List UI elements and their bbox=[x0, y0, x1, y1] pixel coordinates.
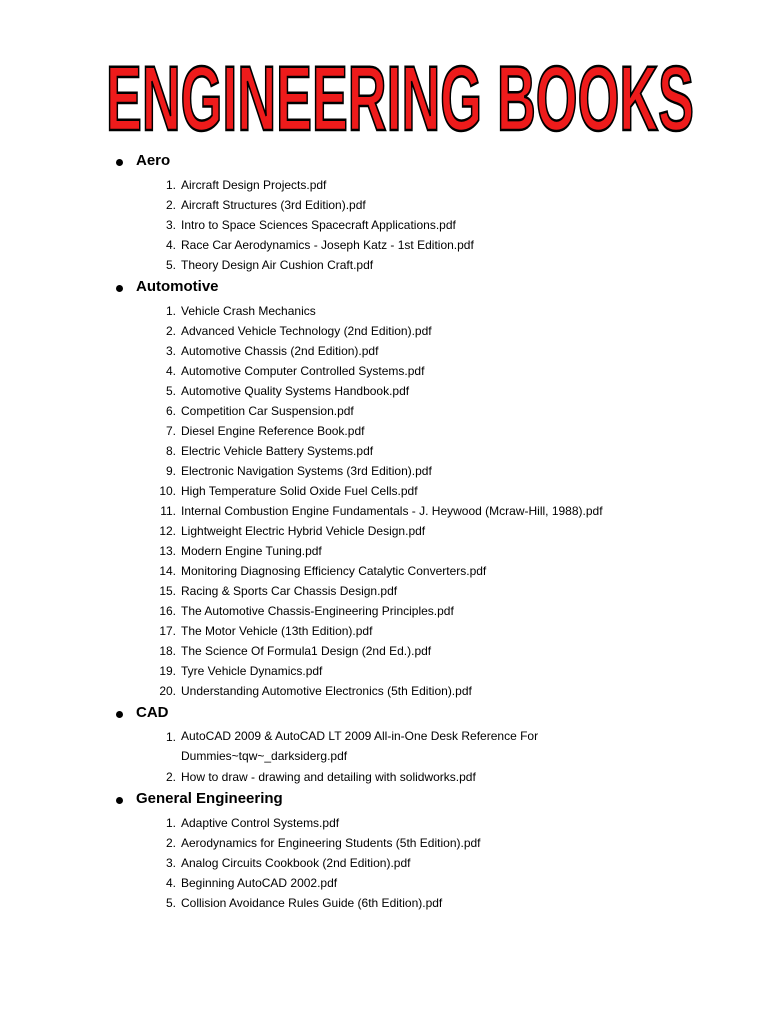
list-item bbox=[0, 214, 768, 234]
list-item bbox=[0, 892, 768, 912]
book-title: Automotive Computer Controlled Systems.pdf bbox=[181, 364, 425, 378]
book-title: Advanced Vehicle Technology (2nd Edition).pdf bbox=[181, 324, 432, 338]
book-title: Analog Circuits Cookbook (2nd Edition).pdf bbox=[181, 856, 411, 870]
list-item bbox=[0, 420, 768, 440]
book-title: Racing & Sports Car Chassis Design.pdf bbox=[181, 584, 398, 598]
item-number: 13. bbox=[159, 544, 176, 558]
list-item bbox=[0, 480, 768, 500]
item-number: 16. bbox=[159, 604, 176, 618]
item-number: 2. bbox=[165, 198, 176, 212]
book-title: The Motor Vehicle (13th Edition).pdf bbox=[181, 624, 373, 638]
list-item bbox=[0, 254, 768, 274]
list-item bbox=[0, 300, 768, 320]
item-number: 3. bbox=[165, 344, 176, 358]
section-automotive bbox=[0, 276, 768, 700]
item-number: 9. bbox=[165, 464, 176, 478]
item-number: 15. bbox=[159, 584, 176, 598]
book-items bbox=[0, 174, 768, 274]
item-number: 3. bbox=[165, 218, 176, 232]
item-number: 3. bbox=[165, 856, 176, 870]
list-item bbox=[0, 560, 768, 580]
item-number: 5. bbox=[165, 896, 176, 910]
item-number: 1. bbox=[165, 178, 176, 192]
section-cad bbox=[0, 702, 768, 786]
item-number: 5. bbox=[165, 384, 176, 398]
book-title: Beginning AutoCAD 2002.pdf bbox=[181, 876, 338, 890]
item-number: 2. bbox=[165, 770, 176, 784]
book-title: Theory Design Air Cushion Craft.pdf bbox=[181, 258, 374, 272]
book-title: Adaptive Control Systems.pdf bbox=[181, 816, 340, 830]
item-number: 17. bbox=[159, 624, 176, 638]
book-items bbox=[0, 300, 768, 700]
book-title: Vehicle Crash Mechanics bbox=[181, 304, 316, 318]
list-item bbox=[0, 520, 768, 540]
list-item bbox=[0, 340, 768, 360]
book-title: How to draw - drawing and detailing with solidworks.pdf bbox=[181, 770, 476, 784]
book-title: Collision Avoidance Rules Guide (6th Edition).pdf bbox=[181, 896, 443, 910]
book-title: Electric Vehicle Battery Systems.pdf bbox=[181, 444, 374, 458]
section-heading bbox=[116, 150, 768, 174]
item-number: 4. bbox=[165, 876, 176, 890]
bullet-icon bbox=[116, 285, 123, 292]
book-title: The Automotive Chassis-Engineering Principles.pdf bbox=[181, 604, 454, 618]
item-number: 2. bbox=[165, 324, 176, 338]
book-title: Intro to Space Sciences Spacecraft Applications.pdf bbox=[181, 218, 456, 232]
section-general-engineering bbox=[0, 788, 768, 912]
book-items bbox=[0, 812, 768, 912]
list-item bbox=[0, 320, 768, 340]
item-number: 10. bbox=[159, 484, 176, 498]
item-number: 19. bbox=[159, 664, 176, 678]
bullet-icon bbox=[116, 711, 123, 718]
book-title: Monitoring Diagnosing Efficiency Catalytic Converters.pdf bbox=[181, 564, 487, 578]
book-list bbox=[0, 150, 768, 914]
item-number: 2. bbox=[165, 836, 176, 850]
book-title: Diesel Engine Reference Book.pdf bbox=[181, 424, 365, 438]
list-item bbox=[0, 360, 768, 380]
list-item bbox=[0, 234, 768, 254]
item-number: 1. bbox=[165, 816, 176, 830]
list-item bbox=[0, 460, 768, 480]
book-title: Lightweight Electric Hybrid Vehicle Design.pdf bbox=[181, 524, 426, 538]
list-item bbox=[0, 766, 768, 786]
list-item bbox=[0, 726, 768, 766]
item-number: 6. bbox=[165, 404, 176, 418]
section-heading bbox=[116, 276, 768, 300]
list-item bbox=[0, 500, 768, 520]
title-wordart bbox=[100, 34, 700, 150]
item-number: 5. bbox=[165, 258, 176, 272]
list-item bbox=[0, 660, 768, 680]
section-label: General Engineering bbox=[136, 790, 283, 807]
section-aero bbox=[0, 150, 768, 274]
book-title: Understanding Automotive Electronics (5th Edition).pdf bbox=[181, 684, 472, 698]
book-title: Race Car Aerodynamics - Joseph Katz - 1st Edition.pdf bbox=[181, 238, 474, 252]
list-item bbox=[0, 174, 768, 194]
bullet-icon bbox=[116, 797, 123, 804]
book-title: Aircraft Design Projects.pdf bbox=[181, 178, 327, 192]
list-item bbox=[0, 600, 768, 620]
book-title: Aircraft Structures (3rd Edition).pdf bbox=[181, 198, 366, 212]
item-number: 12. bbox=[159, 524, 176, 538]
book-title: Tyre Vehicle Dynamics.pdf bbox=[181, 664, 323, 678]
list-item bbox=[0, 194, 768, 214]
list-item bbox=[0, 380, 768, 400]
list-item bbox=[0, 852, 768, 872]
item-number: 14. bbox=[159, 564, 176, 578]
book-title: High Temperature Solid Oxide Fuel Cells.pdf bbox=[181, 484, 418, 498]
book-title: Automotive Quality Systems Handbook.pdf bbox=[181, 384, 410, 398]
item-number: 11. bbox=[160, 504, 176, 518]
item-number: 8. bbox=[165, 444, 176, 458]
list-item bbox=[0, 620, 768, 640]
title-text: ENGINEERING BOOKS bbox=[106, 48, 694, 150]
section-heading bbox=[116, 702, 768, 726]
bullet-icon bbox=[116, 159, 123, 166]
book-title: Internal Combustion Engine Fundamentals - J. Heywood (Mcraw-Hill, 1988).pdf bbox=[181, 504, 603, 518]
item-number: 1. bbox=[165, 304, 176, 318]
book-title: Aerodynamics for Engineering Students (5th Edition).pdf bbox=[181, 836, 481, 850]
list-item bbox=[0, 400, 768, 420]
item-number: 7. bbox=[165, 424, 176, 438]
book-items bbox=[0, 726, 768, 786]
list-item bbox=[0, 680, 768, 700]
book-title: AutoCAD 2009 & AutoCAD LT 2009 All-in-One Desk Reference For Dummies~tqw~_darksiderg.pdf bbox=[181, 729, 539, 763]
list-item bbox=[0, 832, 768, 852]
book-title: Modern Engine Tuning.pdf bbox=[181, 544, 322, 558]
section-heading bbox=[116, 788, 768, 812]
list-item bbox=[0, 640, 768, 660]
section-label: Aero bbox=[136, 152, 171, 169]
book-title: Automotive Chassis (2nd Edition).pdf bbox=[181, 344, 379, 358]
book-title: Competition Car Suspension.pdf bbox=[181, 404, 354, 418]
item-number: 4. bbox=[165, 364, 176, 378]
item-number: 1. bbox=[165, 730, 176, 744]
list-item bbox=[0, 812, 768, 832]
section-label: CAD bbox=[136, 704, 169, 721]
book-title: Electronic Navigation Systems (3rd Edition).pdf bbox=[181, 464, 432, 478]
item-number: 20. bbox=[159, 684, 176, 698]
page-title bbox=[100, 34, 700, 150]
book-title: The Science Of Formula1 Design (2nd Ed.).pdf bbox=[181, 644, 432, 658]
section-label: Automotive bbox=[136, 278, 219, 295]
list-item bbox=[0, 872, 768, 892]
item-number: 18. bbox=[159, 644, 176, 658]
list-item bbox=[0, 440, 768, 460]
list-item bbox=[0, 540, 768, 560]
list-item bbox=[0, 580, 768, 600]
item-number: 4. bbox=[165, 238, 176, 252]
